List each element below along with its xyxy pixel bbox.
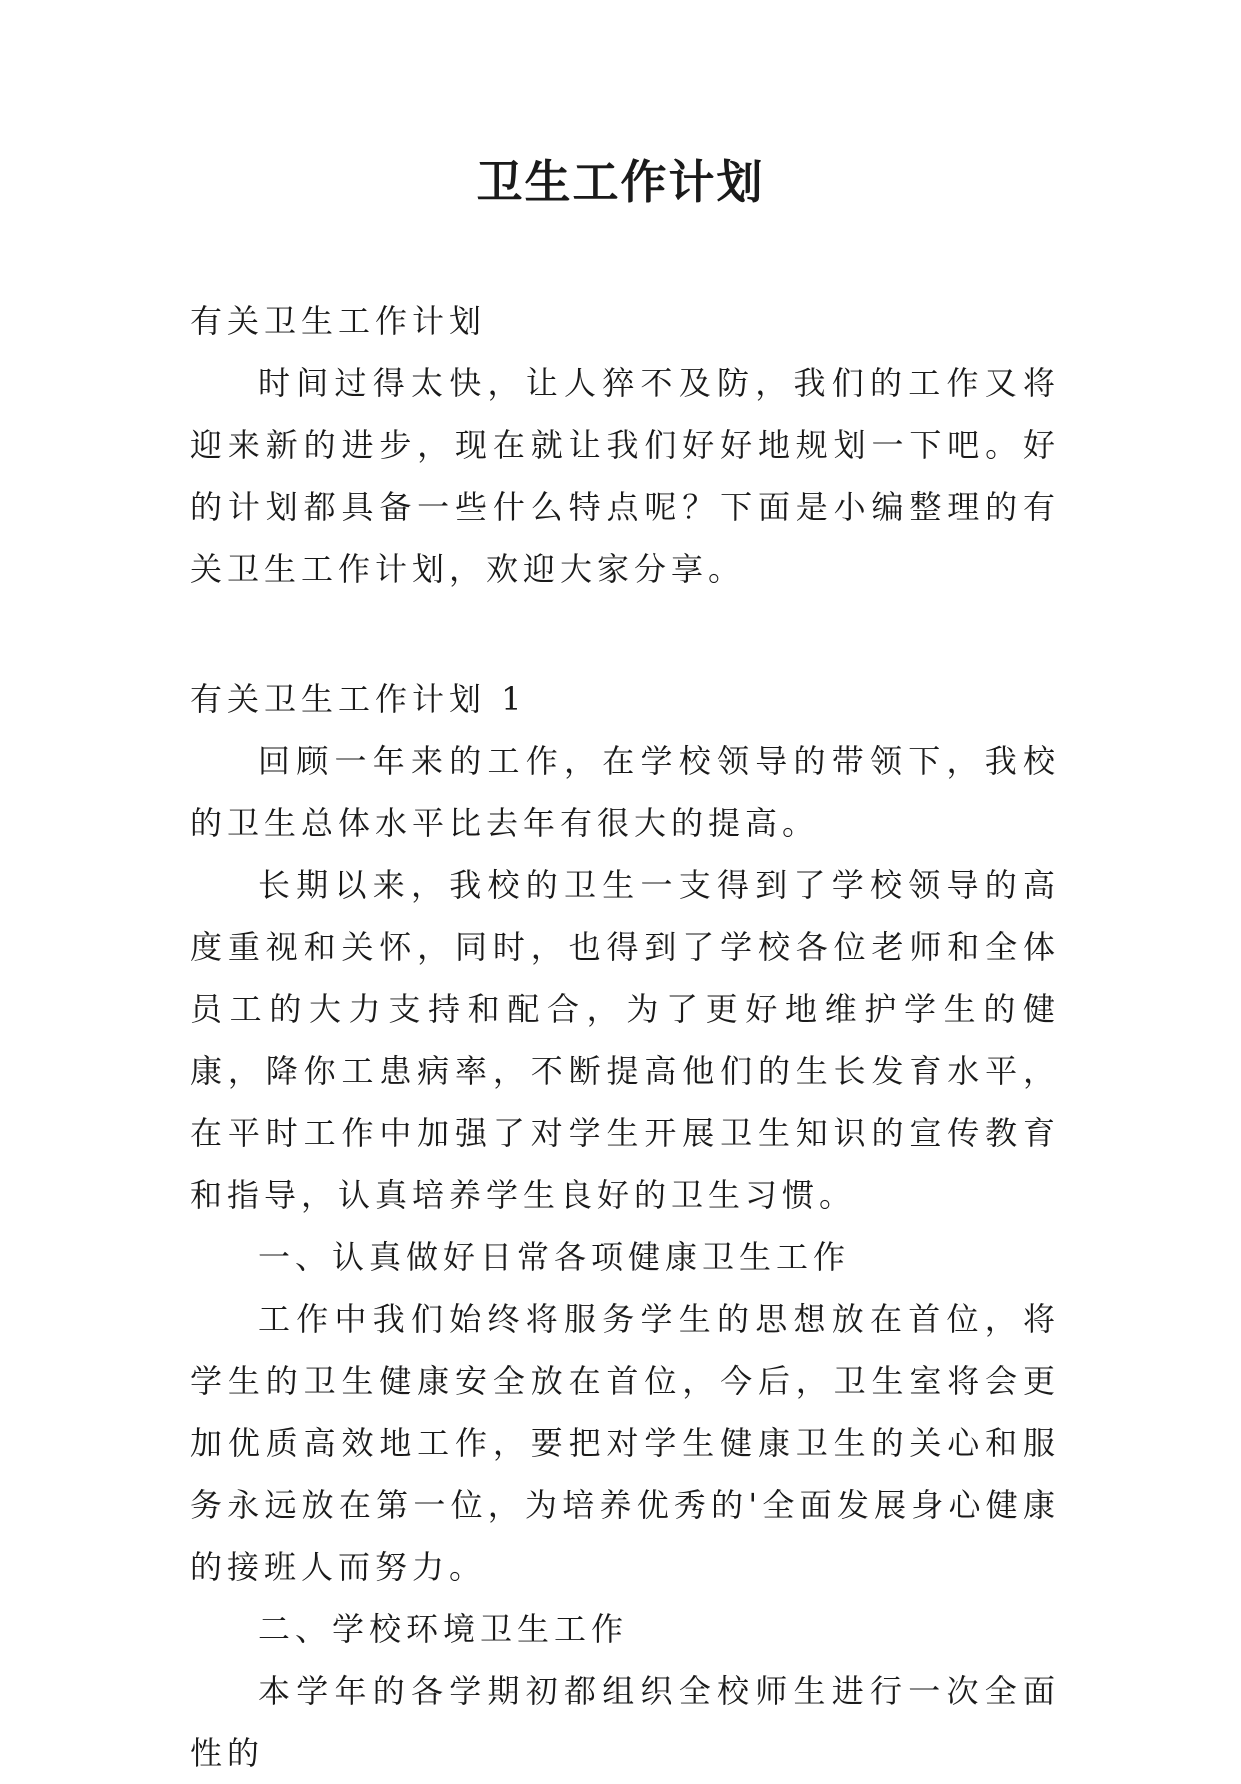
section-heading: 有关卫生工作计划 1 <box>190 680 527 718</box>
paragraph-longterm: 长期以来，我校的卫生一支得到了学校领导的高度重视和关怀，同时，也得到了学校各位老师和全体员工的大力支持和配合，为了更好地维护学生的健康，降你工患病率，不断提高他们的生长发育水平，在平时工作中加强了对学生开展卫生知识的宣传教育和指导，认真培养学生良好的卫生习惯。 <box>190 866 1060 1214</box>
paragraph-gap <box>190 600 1060 668</box>
subheading-school-environment: 二、学校环境卫生工作 <box>258 1610 629 1648</box>
document-title: 卫生工作计划 <box>476 155 765 209</box>
subheading-daily-health-work: 一、认真做好日常各项健康卫生工作 <box>258 1238 851 1276</box>
intro-paragraph: 时间过得太快，让人猝不及防，我们的工作又将迎来新的进步，现在就让我们好好地规划一下吧。好的计划都具备一些什么特点呢？下面是小编整理的有关卫生工作计划，欢迎大家分享。 <box>190 364 1060 588</box>
intro-heading: 有关卫生工作计划 <box>190 302 487 340</box>
document-body <box>190 290 1060 1784</box>
paragraph-service-first: 工作中我们始终将服务学生的思想放在首位，将学生的卫生健康安全放在首位，今后，卫生室将会更加优质高效地工作，要把对学生健康卫生的关心和服务永远放在第一位，为培养优秀的'全面发展身心健康的接班人而努力。 <box>190 1300 1060 1586</box>
paragraph-semester-start: 本学年的各学期初都组织全校师生进行一次全面性的 <box>190 1672 1060 1772</box>
paragraph-review: 回顾一年来的工作，在学校领导的带领下，我校的卫生总体水平比去年有很大的提高。 <box>190 742 1060 842</box>
